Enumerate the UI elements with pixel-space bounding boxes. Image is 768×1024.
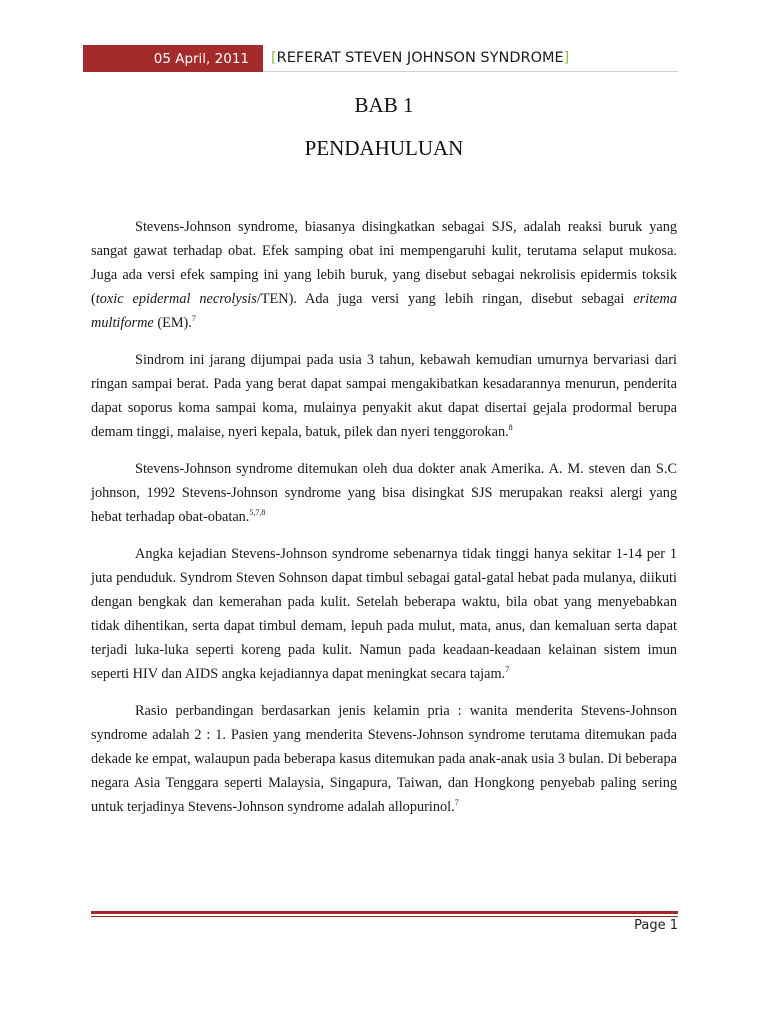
header-bracket-close: ] [563,50,570,66]
paragraph-1-text-a: Stevens-Johnson syndrome, biasanya disingkatkan sebagai SJS, adalah reaksi buruk yang sangat gawat terhadap obat. Efek samping obat ini mempengaruhi kulit, terutama selaput mukosa. Juga ada versi efek samping ini yang lebih buruk, yang disebut sebagai nekrolisis epidermis toksik ( [91,219,677,307]
header-title: REFERAT STEVEN JOHNSON SYNDROME [276,50,564,66]
header-date: 05 April, 2011 [83,45,263,72]
paragraph-2 [91,348,677,444]
paragraph-4 [91,542,677,686]
paragraph-2-reference: 8 [508,423,513,432]
page-header [83,45,678,72]
paragraph-1-text-c: /TEN). Ada juga versi yang lebih ringan, disebut sebagai [256,291,634,307]
paragraph-5 [91,699,677,819]
paragraph-1 [91,215,677,335]
paragraph-4-reference: 7 [505,665,510,674]
header-bracket-open: [ [271,50,277,66]
header-title-box [263,45,678,72]
paragraph-5-text: Rasio perbandingan berdasarkan jenis kelamin pria : wanita menderita Stevens-Johnson syndrome adalah 2 : 1. Pasien yang menderita Stevens-Johnson syndrome terutama ditemukan pada dekade ke empat, walaupun pada beberapa kasus ditemukan pada anak-anak usia 3 bulan. Di beberapa negara Asia Tenggara seperti Malaysia, Singapura, Taiwan, dan Hongkong penyebab paling sering untuk terjadinya Stevens-Johnson syndrome adalah allopurinol. [91,703,677,815]
paragraph-4-text: Angka kejadian Stevens-Johnson syndrome sebenarnya tidak tinggi hanya sekitar 1-14 per 1 juta penduduk. Syndrom Steven Sohnson dapat timbul sebagai gatal-gatal hebat pada mulanya, diikuti dengan bengkak dan kemerahan pada kulit. Setelah beberapa waktu, bila obat yang menyebabkan tidak dihentikan, serta dapat timbul demam, lepuh pada mulut, mata, anus, dan kemaluan serta dapat terjadi luka-luka seperti koreng pada kulit. Namun pada keadaan-keadaan kelainan sistem imun seperti HIV dan AIDS angka kejadiannya dapat meningkat secara tajam. [91,546,677,682]
footer-divider-thick [91,911,678,914]
chapter-title: PENDAHULUAN [304,136,464,160]
document-body [91,215,677,832]
paragraph-1-text-e: (EM). [153,315,192,331]
paragraph-3-text: Stevens-Johnson syndrome ditemukan oleh dua dokter anak Amerika. A. M. steven dan S.C johnson, 1992 Stevens-Johnson syndrome yang bisa disingkat SJS merupakan reaksi alergi yang hebat terhadap obat-obatan. [91,461,677,525]
page-number: Page 1 [634,918,678,933]
paragraph-2-text: Sindrom ini jarang dijumpai pada usia 3 tahun, kebawah kemudian umurnya bervariasi dari ringan sampai berat. Pada yang berat dapat sampai mengakibatkan kesadarannya menurun, penderita dapat soporus koma sampai koma, mulainya penyakit akut dapat disertai gejala prodormal berupa demam tinggi, malaise, nyeri kepala, batuk, pilek dan nyeri tenggorokan. [91,352,677,440]
paragraph-5-reference: 7 [454,798,459,807]
paragraph-1-italic-ten: toxic epidermal necrolysis [95,291,257,307]
paragraph-3 [91,457,677,529]
paragraph-1-reference: 7 [191,314,196,323]
chapter-number: BAB 1 [354,93,414,117]
paragraph-1-italic-em: eritema multiforme [91,291,677,331]
paragraph-3-reference: 5,7,8 [249,508,266,517]
